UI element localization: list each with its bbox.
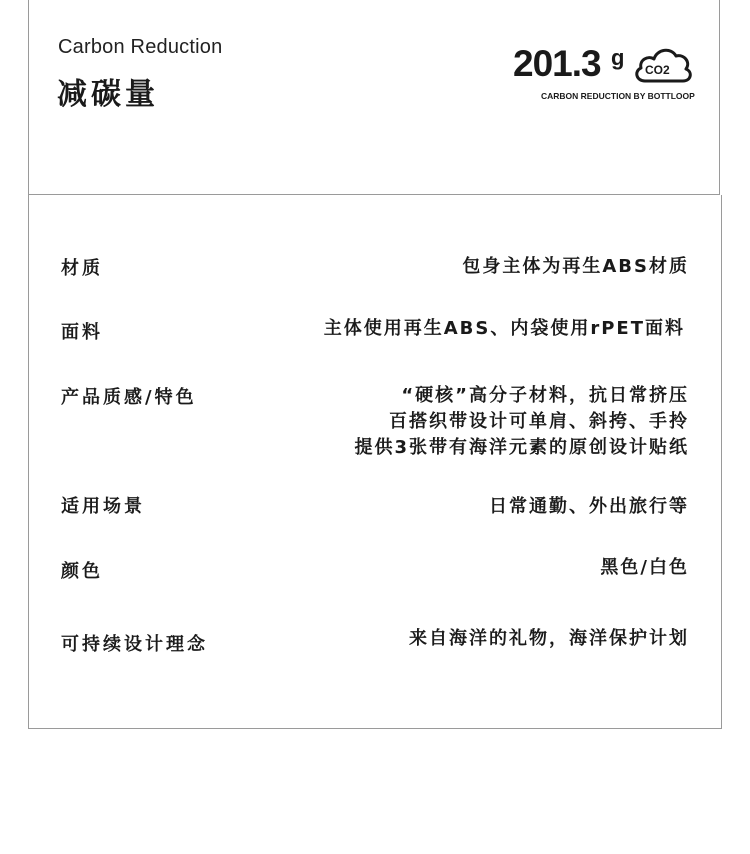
spec-label: 产品质感/特色 bbox=[61, 387, 197, 408]
spec-value bbox=[489, 494, 689, 520]
spec-value-line: 提供3张带有海洋元素的原创设计贴纸 bbox=[354, 437, 689, 458]
spec-value bbox=[324, 316, 685, 342]
spec-table bbox=[28, 195, 722, 729]
co2-label: CO2 bbox=[645, 63, 670, 77]
spec-label: 可持续设计理念 bbox=[61, 634, 208, 655]
title-english: Carbon Reduction bbox=[58, 36, 223, 58]
spec-value-line: 主体使用再生ABS、内袋使用rPET面料 bbox=[323, 318, 685, 339]
carbon-badge bbox=[513, 41, 695, 107]
spec-value bbox=[600, 555, 689, 581]
spec-value-line: 包身主体为再生ABS材质 bbox=[462, 256, 689, 277]
spec-label: 适用场景 bbox=[61, 496, 145, 517]
spec-label: 颜色 bbox=[61, 561, 103, 582]
spec-value-line: 日常通勤、外出旅行等 bbox=[489, 496, 689, 517]
badge-caption: CARBON REDUCTION BY BOTTLOOP bbox=[541, 91, 695, 101]
carbon-unit: g bbox=[611, 45, 625, 70]
title-chinese: 减碳量 bbox=[57, 77, 159, 112]
spec-value-line: 百搭织带设计可单肩、斜挎、手拎 bbox=[389, 411, 689, 432]
spec-value bbox=[462, 254, 689, 280]
carbon-amount: 201.3 bbox=[513, 43, 601, 84]
spec-label: 材质 bbox=[61, 258, 103, 279]
spec-value-line: 黑色/白色 bbox=[600, 557, 689, 578]
spec-value-line: “硬核”高分子材料，抗日常挤压 bbox=[401, 385, 689, 406]
spec-value bbox=[354, 383, 689, 461]
spec-value bbox=[409, 626, 689, 652]
carbon-reduction-panel bbox=[28, 0, 720, 195]
spec-label: 面料 bbox=[61, 322, 103, 343]
spec-value-line: 来自海洋的礼物，海洋保护计划 bbox=[409, 628, 689, 649]
